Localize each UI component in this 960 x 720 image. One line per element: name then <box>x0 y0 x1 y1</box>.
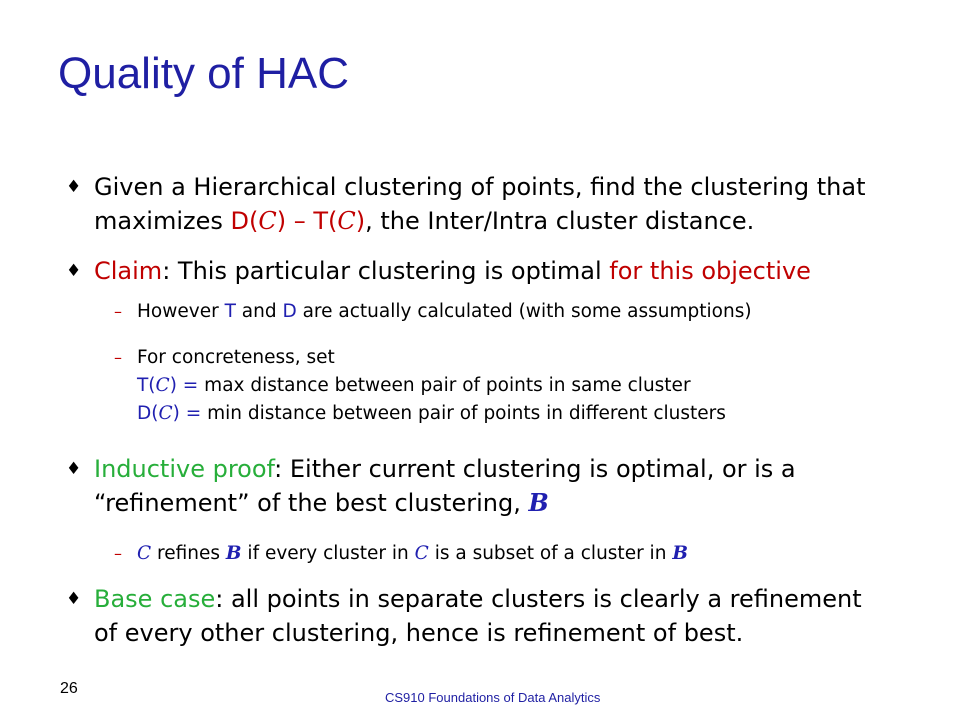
sub-bullet-2: – For concreteness, set T(C) = max distance between pair of points in same cluster D(C) = min distance between pair of points in different clusters <box>114 344 934 428</box>
bullet-2 <box>66 254 926 288</box>
diamond-bullet-icon: ♦ <box>66 261 82 281</box>
diamond-bullet-icon: ♦ <box>66 459 82 479</box>
bullet-1-line-2: maximizes D(C) – T(C), the Inter/Intra cluster distance. <box>94 207 755 235</box>
dash-bullet-icon: – <box>114 348 122 367</box>
bullet-3-line-2: “refinement” of the best clustering, B <box>94 488 549 517</box>
bullet-3 <box>66 452 926 522</box>
footer-text: CS910 Foundations of Data Analytics <box>385 690 601 705</box>
bullet-2-line-1: Claim: This particular clustering is optimal for this objective <box>94 257 811 285</box>
bullet-1 <box>66 170 926 240</box>
dash-bullet-icon: – <box>114 302 122 321</box>
dash-bullet-icon: – <box>114 544 122 563</box>
sub-bullet-3: – C refines B if every cluster in C is a subset of a cluster in B <box>114 540 934 567</box>
slide-title: Quality of HAC <box>58 49 349 98</box>
bullet-3-line-1: Inductive proof: Either current clustering is optimal, or is a <box>94 455 796 483</box>
bullet-4-line-1: Base case: all points in separate clusters is clearly a refinement <box>94 585 862 613</box>
bullet-4-line-2: of every other clustering, hence is refinement of best. <box>94 619 744 647</box>
bullet-1-line-1: Given a Hierarchical clustering of points, find the clustering that <box>94 173 866 201</box>
diamond-bullet-icon: ♦ <box>66 589 82 609</box>
page-number: 26 <box>60 680 78 697</box>
sub-bullet-1: – However T and D are actually calculated (with some assumptions) <box>114 298 934 325</box>
bullet-4 <box>66 582 926 652</box>
diamond-bullet-icon: ♦ <box>66 177 82 197</box>
